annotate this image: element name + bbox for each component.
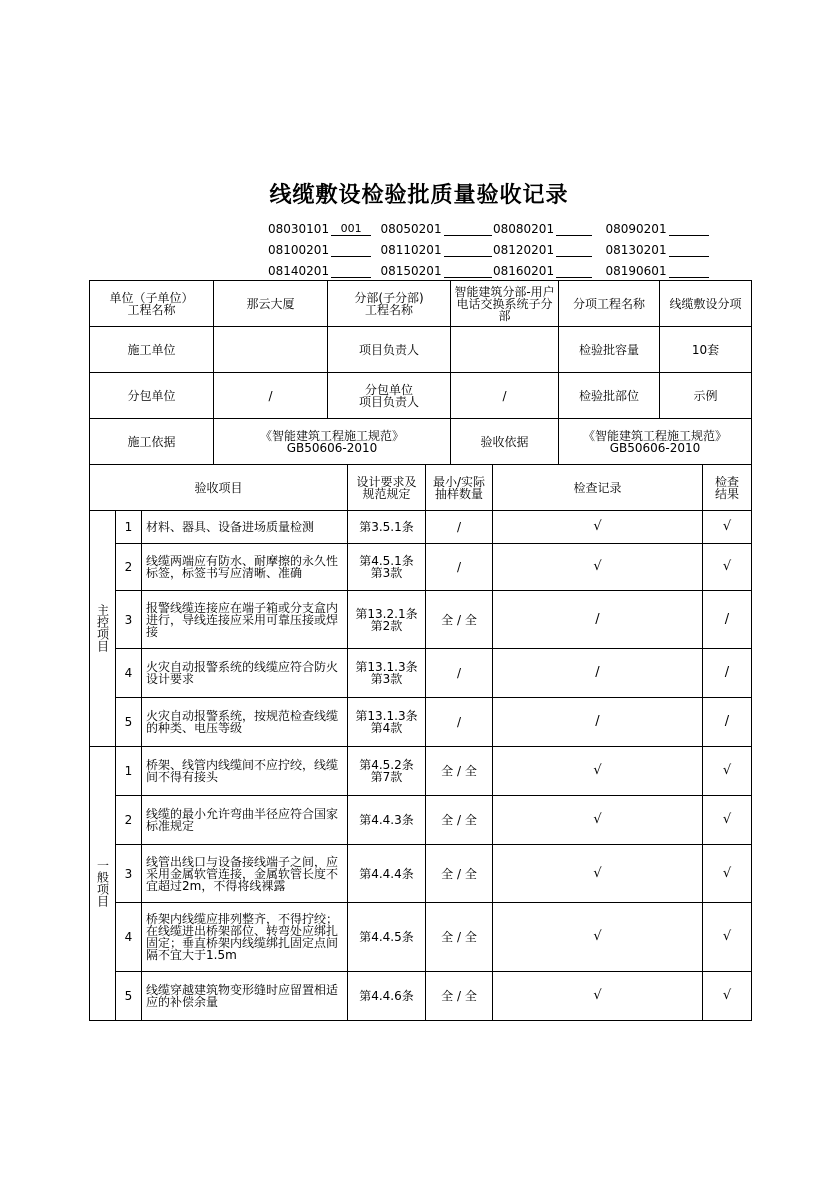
design-requirement: 第13.1.3条 第3款 [348, 649, 426, 698]
code-row [268, 239, 718, 260]
item-name-label: 分项工程名称 [559, 281, 660, 327]
table-row [90, 796, 752, 845]
check-record: / [493, 649, 703, 698]
code-fill [669, 243, 709, 257]
code-item [606, 243, 719, 257]
sub-manager-value: / [451, 373, 559, 419]
row-number: 4 [116, 903, 142, 972]
construction-basis-value: 《智能建筑工程施工规范》 GB50606-2010 [214, 419, 451, 465]
group-label [90, 511, 116, 747]
code-row [268, 260, 718, 281]
check-result: √ [703, 544, 752, 591]
batch-part-label: 检验批部位 [559, 373, 660, 419]
code-number: 08080201 [493, 221, 555, 236]
code-item [381, 222, 494, 236]
unit-name-label: 单位（子单位） 工程名称 [90, 281, 214, 327]
division-name-label: 分部(子分部) 工程名称 [328, 281, 451, 327]
column-header-sample: 最小/实际 抽样数量 [426, 465, 493, 511]
code-number: 08110201 [380, 242, 442, 257]
inspection-item: 火灾自动报警系统的线缆应符合防火设计要求 [142, 649, 348, 698]
code-item [606, 222, 719, 236]
inspection-item: 桥架内线缆应排列整齐，不得拧绞；在线缆进出桥架部位、转弯处应绑扎固定；垂直桥架内线缆绑扎固定点间隔不宜大于1.5m [142, 903, 348, 972]
check-result: √ [703, 845, 752, 903]
sample-count: 全 / 全 [426, 796, 493, 845]
inspection-item: 线管出线口与设备接线端子之间，应采用金属软管连接，金属软管长度不宜超过2m，不得将线裸露 [142, 845, 348, 903]
check-result: √ [703, 511, 752, 544]
project-manager-value [451, 327, 559, 373]
sample-count: / [426, 698, 493, 747]
code-fill [556, 243, 592, 257]
code-number: 08100201 [268, 242, 330, 257]
inspection-table [89, 464, 752, 1021]
row-number: 5 [116, 698, 142, 747]
row-number: 1 [116, 511, 142, 544]
code-item [493, 222, 606, 236]
design-requirement: 第4.5.2条 第7款 [348, 747, 426, 796]
code-item [268, 264, 381, 278]
code-number: 08090201 [605, 221, 667, 236]
acceptance-basis-label: 验收依据 [451, 419, 559, 465]
row-number: 5 [116, 972, 142, 1021]
sample-count: / [426, 649, 493, 698]
inspection-item: 材料、器具、设备进场质量检测 [142, 511, 348, 544]
check-result: √ [703, 972, 752, 1021]
inspection-item: 桥架、线管内线缆间不应拧绞，线缆间不得有接头 [142, 747, 348, 796]
group-label [90, 747, 116, 1021]
code-row [268, 218, 718, 239]
code-number: 08050201 [380, 221, 442, 236]
check-record: √ [493, 544, 703, 591]
item-name-value: 线缆敷设分项 [660, 281, 752, 327]
page-title: 线缆敷设检验批质量验收记录 [269, 182, 569, 208]
sub-manager-label: 分包单位 项目负责人 [328, 373, 451, 419]
code-fill [669, 264, 709, 278]
constructor-value [214, 327, 328, 373]
column-header-design: 设计要求及 规范规定 [348, 465, 426, 511]
code-number: 08160201 [493, 263, 555, 278]
inspection-item: 线缆的最小允许弯曲半径应符合国家标准规定 [142, 796, 348, 845]
batch-code-list [268, 218, 718, 281]
check-record: √ [493, 972, 703, 1021]
code-item [606, 264, 719, 278]
code-item [268, 243, 381, 257]
group-label-text: 主控项目 [95, 603, 110, 652]
code-number: 08150201 [380, 263, 442, 278]
row-number: 3 [116, 845, 142, 903]
design-requirement: 第4.4.3条 [348, 796, 426, 845]
code-number: 08130201 [605, 242, 667, 257]
table-row [90, 845, 752, 903]
subcontractor-label: 分包单位 [90, 373, 214, 419]
check-result: / [703, 698, 752, 747]
column-header-result: 检查 结果 [703, 465, 752, 511]
code-item [493, 264, 606, 278]
sample-count: 全 / 全 [426, 591, 493, 649]
row-number: 2 [116, 796, 142, 845]
sample-count: 全 / 全 [426, 747, 493, 796]
check-record: / [493, 698, 703, 747]
column-header-item: 验收项目 [90, 465, 348, 511]
design-requirement: 第4.4.6条 [348, 972, 426, 1021]
constructor-label: 施工单位 [90, 327, 214, 373]
code-fill [556, 222, 592, 236]
row-number: 2 [116, 544, 142, 591]
design-requirement: 第4.4.5条 [348, 903, 426, 972]
inspection-item: 线缆两端应有防水、耐摩擦的永久性标签，标签书写应清晰、准确 [142, 544, 348, 591]
row-number: 1 [116, 747, 142, 796]
check-record: / [493, 591, 703, 649]
design-requirement: 第4.5.1条 第3款 [348, 544, 426, 591]
code-fill [444, 264, 492, 278]
column-header-record: 检查记录 [493, 465, 703, 511]
code-item [381, 264, 494, 278]
code-item [381, 243, 494, 257]
table-row [90, 903, 752, 972]
check-result: √ [703, 903, 752, 972]
code-fill [331, 243, 371, 257]
check-record: √ [493, 511, 703, 544]
code-fill: 001 [331, 222, 371, 236]
check-record: √ [493, 903, 703, 972]
check-result: / [703, 649, 752, 698]
division-name-value: 智能建筑分部-用户电话交换系统子分部 [451, 281, 559, 327]
subcontractor-value: / [214, 373, 328, 419]
row-number: 4 [116, 649, 142, 698]
acceptance-basis-value: 《智能建筑工程施工规范》 GB50606-2010 [559, 419, 752, 465]
table-row [90, 972, 752, 1021]
sample-count: 全 / 全 [426, 972, 493, 1021]
table-row [90, 747, 752, 796]
sample-count: 全 / 全 [426, 903, 493, 972]
table-row [90, 649, 752, 698]
code-fill [556, 264, 592, 278]
check-record: √ [493, 796, 703, 845]
code-item [493, 243, 606, 257]
batch-part-value: 示例 [660, 373, 752, 419]
check-record: √ [493, 747, 703, 796]
code-number: 08120201 [493, 242, 555, 257]
code-fill [444, 243, 492, 257]
sample-count: / [426, 544, 493, 591]
sample-count: 全 / 全 [426, 845, 493, 903]
design-requirement: 第13.1.3条 第4款 [348, 698, 426, 747]
sample-count: / [426, 511, 493, 544]
code-fill [331, 264, 371, 278]
unit-name-value: 那云大厦 [214, 281, 328, 327]
row-number: 3 [116, 591, 142, 649]
code-fill [669, 222, 709, 236]
check-result: / [703, 591, 752, 649]
construction-basis-label: 施工依据 [90, 419, 214, 465]
batch-capacity-value: 10套 [660, 327, 752, 373]
group-label-text: 一般项目 [95, 858, 110, 907]
check-result: √ [703, 747, 752, 796]
design-requirement: 第3.5.1条 [348, 511, 426, 544]
code-item [268, 222, 381, 236]
code-fill [444, 222, 492, 236]
check-record: √ [493, 845, 703, 903]
project-info-table [89, 280, 752, 465]
table-row [90, 511, 752, 544]
batch-capacity-label: 检验批容量 [559, 327, 660, 373]
project-manager-label: 项目负责人 [328, 327, 451, 373]
inspection-item: 报警线缆连接应在端子箱或分支盒内进行，导线连接应采用可靠压接或焊接 [142, 591, 348, 649]
code-number: 08190601 [605, 263, 667, 278]
inspection-item: 线缆穿越建筑物变形缝时应留置相适应的补偿余量 [142, 972, 348, 1021]
table-row [90, 698, 752, 747]
code-number: 08030101 [268, 221, 330, 236]
code-number: 08140201 [268, 263, 330, 278]
table-row [90, 544, 752, 591]
design-requirement: 第4.4.4条 [348, 845, 426, 903]
inspection-item: 火灾自动报警系统，按规范检查线缆的种类、电压等级 [142, 698, 348, 747]
table-row [90, 591, 752, 649]
check-result: √ [703, 796, 752, 845]
design-requirement: 第13.2.1条 第2款 [348, 591, 426, 649]
